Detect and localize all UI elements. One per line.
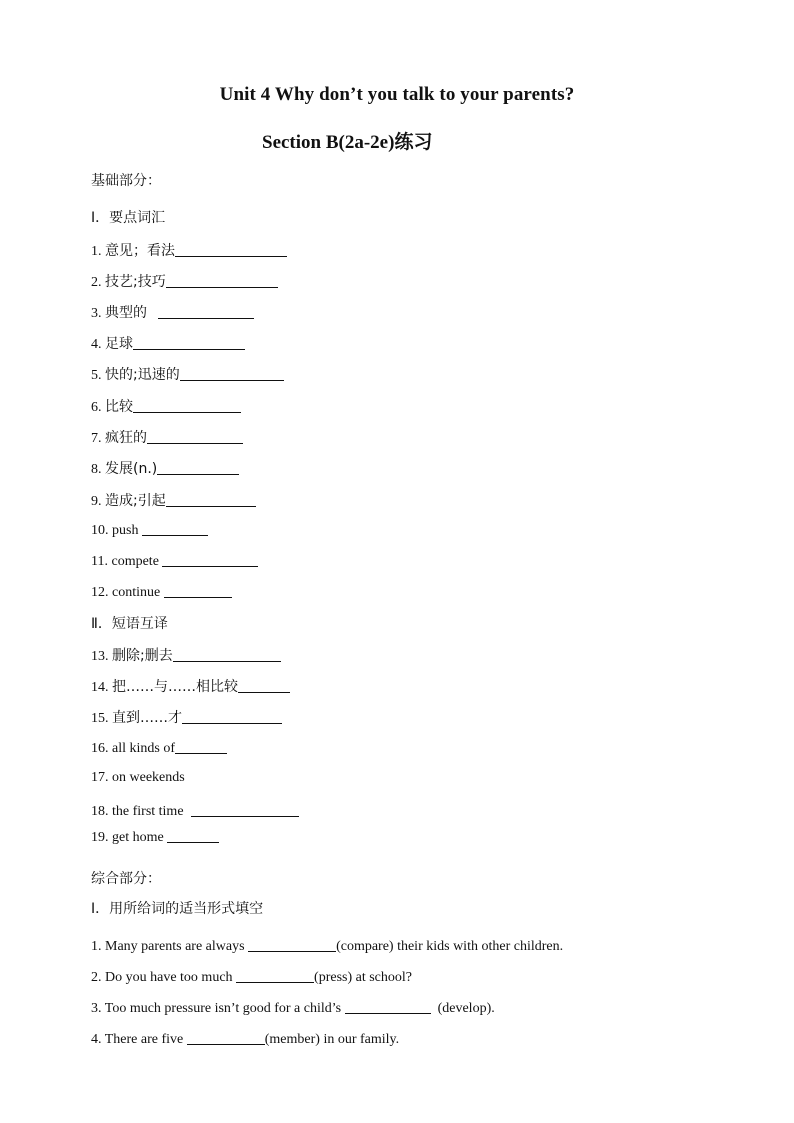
list-item xyxy=(91,645,281,665)
item-text: 删除;删去 xyxy=(112,648,173,664)
sentence-text: (develop). xyxy=(437,1001,495,1016)
part2-heading: Ⅱ．短语互译 xyxy=(91,616,168,632)
item-text: 技艺;技巧 xyxy=(105,274,166,290)
answer-blank[interactable] xyxy=(133,335,245,350)
item-number: 12. xyxy=(91,585,109,600)
answer-blank[interactable] xyxy=(157,460,239,475)
item-number: 15. xyxy=(91,711,109,726)
item-text: 比较 xyxy=(105,399,133,415)
sentence-text: (press) at school? xyxy=(314,970,412,985)
item-number: 19. xyxy=(91,830,109,845)
list-item xyxy=(91,302,254,322)
answer-blank[interactable] xyxy=(238,678,290,693)
item-text: 快的;迅速的 xyxy=(105,367,180,383)
list-item xyxy=(91,490,256,510)
list-item xyxy=(91,458,239,478)
answer-blank[interactable] xyxy=(164,583,232,598)
item-text: 发展(n.) xyxy=(105,461,158,477)
list-item xyxy=(91,427,243,447)
answer-blank[interactable] xyxy=(166,492,256,507)
item-number: 10. xyxy=(91,523,109,538)
sentence-text: 3. Too much pressure isn’t good for a child’s xyxy=(91,1001,342,1016)
item-number: 5. xyxy=(91,368,102,383)
item-number: 16. xyxy=(91,741,109,756)
list-item xyxy=(91,271,278,291)
list-item xyxy=(91,828,219,846)
list-item xyxy=(91,583,232,601)
answer-blank[interactable] xyxy=(180,366,284,381)
answer-blank[interactable] xyxy=(248,937,336,952)
list-item xyxy=(91,552,258,570)
sentence-item xyxy=(91,937,563,955)
answer-blank[interactable] xyxy=(167,828,219,843)
answer-blank[interactable] xyxy=(175,739,227,754)
item-text: 把……与……相比较 xyxy=(112,679,238,695)
item-text: 足球 xyxy=(105,336,133,352)
item-text: push xyxy=(112,523,139,538)
list-item xyxy=(91,333,245,353)
item-number: 7. xyxy=(91,431,102,446)
list-item xyxy=(91,739,227,757)
sentence-text: (member) in our family. xyxy=(264,1032,400,1047)
list-item xyxy=(91,240,287,260)
sentence-item xyxy=(91,968,412,986)
item-text: 造成;引起 xyxy=(105,493,166,509)
item-number: 1. xyxy=(91,244,102,259)
item-text: on weekends xyxy=(112,770,185,785)
item-number: 3. xyxy=(91,306,102,321)
list-item xyxy=(91,396,241,416)
answer-blank[interactable] xyxy=(166,273,278,288)
item-text: get home xyxy=(112,830,164,845)
answer-blank[interactable] xyxy=(133,398,241,413)
item-text: 直到……才 xyxy=(112,710,182,726)
sentence-text: 4. There are five xyxy=(91,1032,184,1047)
answer-blank[interactable] xyxy=(162,552,258,567)
sentence-item xyxy=(91,1030,399,1048)
item-text: 典型的 xyxy=(105,305,147,321)
item-text: all kinds of xyxy=(112,741,175,756)
answer-blank[interactable] xyxy=(236,968,314,983)
list-item xyxy=(91,676,290,696)
answer-blank[interactable] xyxy=(175,242,287,257)
page-title: Unit 4 Why don’t you talk to your parents? xyxy=(219,84,575,105)
page-subtitle: Section B(2a-2e)练习 xyxy=(262,132,433,153)
item-text: continue xyxy=(112,585,161,600)
item-number: 14. xyxy=(91,680,109,695)
section-basic-heading: 基础部分： xyxy=(91,173,161,189)
item-text: 疯狂的 xyxy=(105,430,147,446)
item-number: 2. xyxy=(91,275,102,290)
answer-blank[interactable] xyxy=(142,521,208,536)
item-text: the first time xyxy=(112,804,184,819)
item-number: 13. xyxy=(91,649,109,664)
list-item xyxy=(91,707,282,727)
answer-blank[interactable] xyxy=(182,709,282,724)
answer-blank[interactable] xyxy=(147,429,243,444)
item-number: 9. xyxy=(91,494,102,509)
sentence-text: 1. Many parents are always xyxy=(91,939,245,954)
list-item xyxy=(91,770,185,786)
list-item xyxy=(91,521,208,539)
list-item xyxy=(91,364,284,384)
answer-blank[interactable] xyxy=(345,999,431,1014)
section-comprehensive-heading: 综合部分： xyxy=(91,871,161,887)
item-text: 意见；看法 xyxy=(105,243,175,259)
answer-blank[interactable] xyxy=(158,304,254,319)
answer-blank[interactable] xyxy=(173,647,281,662)
item-text: compete xyxy=(111,554,159,569)
item-number: 4. xyxy=(91,337,102,352)
item-number: 11. xyxy=(91,554,108,569)
item-number: 6. xyxy=(91,400,102,415)
item-number: 8. xyxy=(91,462,102,477)
sentence-item xyxy=(91,999,495,1017)
list-item xyxy=(91,802,299,820)
sentence-text: 2. Do you have too much xyxy=(91,970,233,985)
part1-heading: Ⅰ．要点词汇 xyxy=(91,210,166,226)
item-number: 17. xyxy=(91,770,109,785)
answer-blank[interactable] xyxy=(191,802,299,817)
item-number: 18. xyxy=(91,804,109,819)
answer-blank[interactable] xyxy=(187,1030,265,1045)
part3-heading: Ⅰ．用所给词的适当形式填空 xyxy=(91,901,264,917)
sentence-text: (compare) their kids with other children. xyxy=(336,939,564,954)
